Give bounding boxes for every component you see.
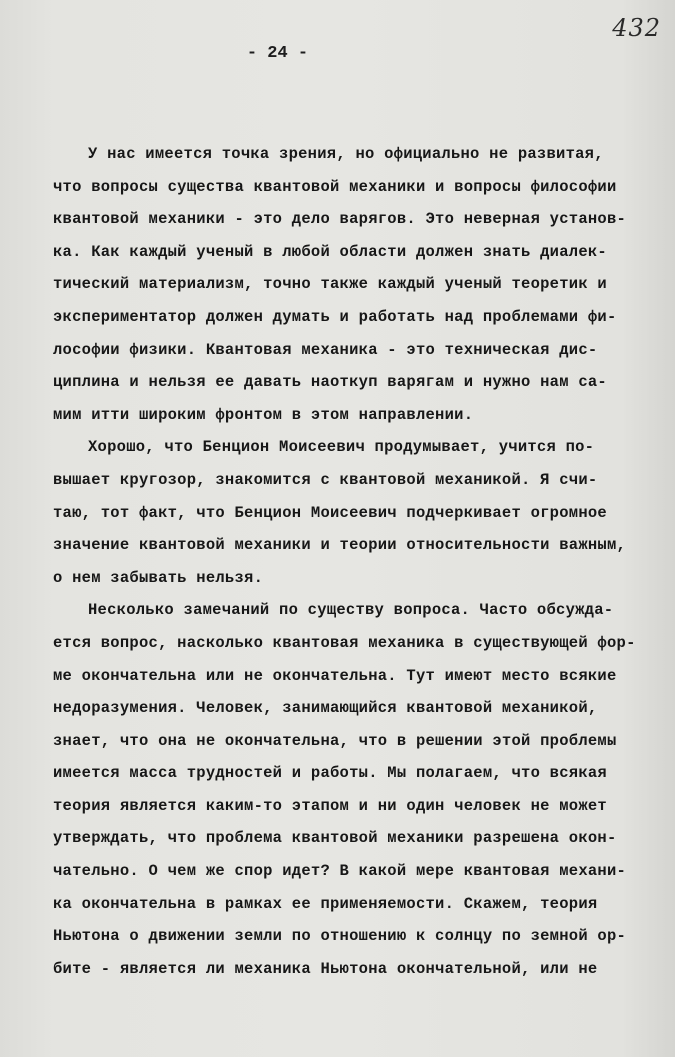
body-text (53, 138, 660, 985)
paragraph-1-line-8: циплина и нельзя ее давать наоткуп варягам и нужно нам са- (53, 373, 607, 392)
paragraph-3-line-9: чательно. О чем же спор идет? В какой мере квантовая механи- (53, 862, 627, 881)
paragraph-3-line-3: ме окончательна или не окончательна. Тут имеют место всякие (53, 666, 617, 685)
paragraph-2-line-2: вышает кругозор, знакомится с квантовой механикой. Я счи- (53, 470, 598, 489)
archive-page-number: 432 (612, 14, 661, 42)
paragraph-2-line-1: Хорошо, что Бенцион Моисеевич продумывает, учится по- (88, 438, 595, 457)
paragraph-1-line-3: квантовой механики - это дело варягов. Это неверная установ- (53, 210, 627, 229)
paragraph-3-line-8: утверждать, что проблема квантовой механики разрешена окон- (53, 829, 617, 848)
paragraph-3-line-7: теория является каким-то этапом и ни один человек не может (53, 796, 607, 815)
paragraph-1-line-5: тический материализм, точно также каждый ученый теоретик и (53, 275, 607, 294)
paragraph-1-line-2: что вопросы существа квантовой механики и вопросы философии (53, 177, 617, 196)
paragraph-3-line-10: ка окончательна в рамках ее применяемости. Скажем, теория (53, 894, 598, 913)
paragraph-1-line-1: У нас имеется точка зрения, но официально не развитая, (88, 145, 604, 163)
paragraph-1-line-6: экспериментатор должен думать и работать над проблемами фи- (53, 307, 617, 326)
paragraph-1-line-9: мим итти широким фронтом в этом направлении. (53, 405, 474, 424)
paragraph-2-line-5: о нем забывать нельзя. (53, 568, 264, 587)
paragraph-3-line-11: Ньютона о движении земли по отношению к солнцу по земной ор- (53, 927, 627, 946)
paragraph-3-line-5: знает, что она не окончательна, что в решении этой проблемы (53, 731, 617, 750)
paragraph-2-line-4: значение квантовой механики и теории относительности важным, (53, 536, 627, 555)
paragraph-3-line-2: ется вопрос, насколько квантовая механика в существующей фор- (53, 633, 636, 652)
paragraph-3-line-1: Несколько замечаний по существу вопроса. Часто обсужда- (88, 601, 614, 620)
paragraph-1-line-4: ка. Как каждый ученый в любой области должен знать диалек- (53, 242, 607, 261)
page-number: - 24 - (246, 44, 309, 63)
paragraph-2-line-3: таю, тот факт, что Бенцион Моисеевич подчеркивает огромное (53, 503, 607, 522)
paragraph-1-line-7: лософии физики. Квантовая механика - это техническая дис- (53, 340, 598, 359)
paragraph-3-line-4: недоразумения. Человек, занимающийся квантовой механикой, (53, 699, 598, 718)
paragraph-3-line-12: бите - является ли механика Ньютона окончательной, или не (53, 959, 598, 978)
paragraph-3-line-6: имеется масса трудностей и работы. Мы полагаем, что всякая (53, 764, 607, 783)
